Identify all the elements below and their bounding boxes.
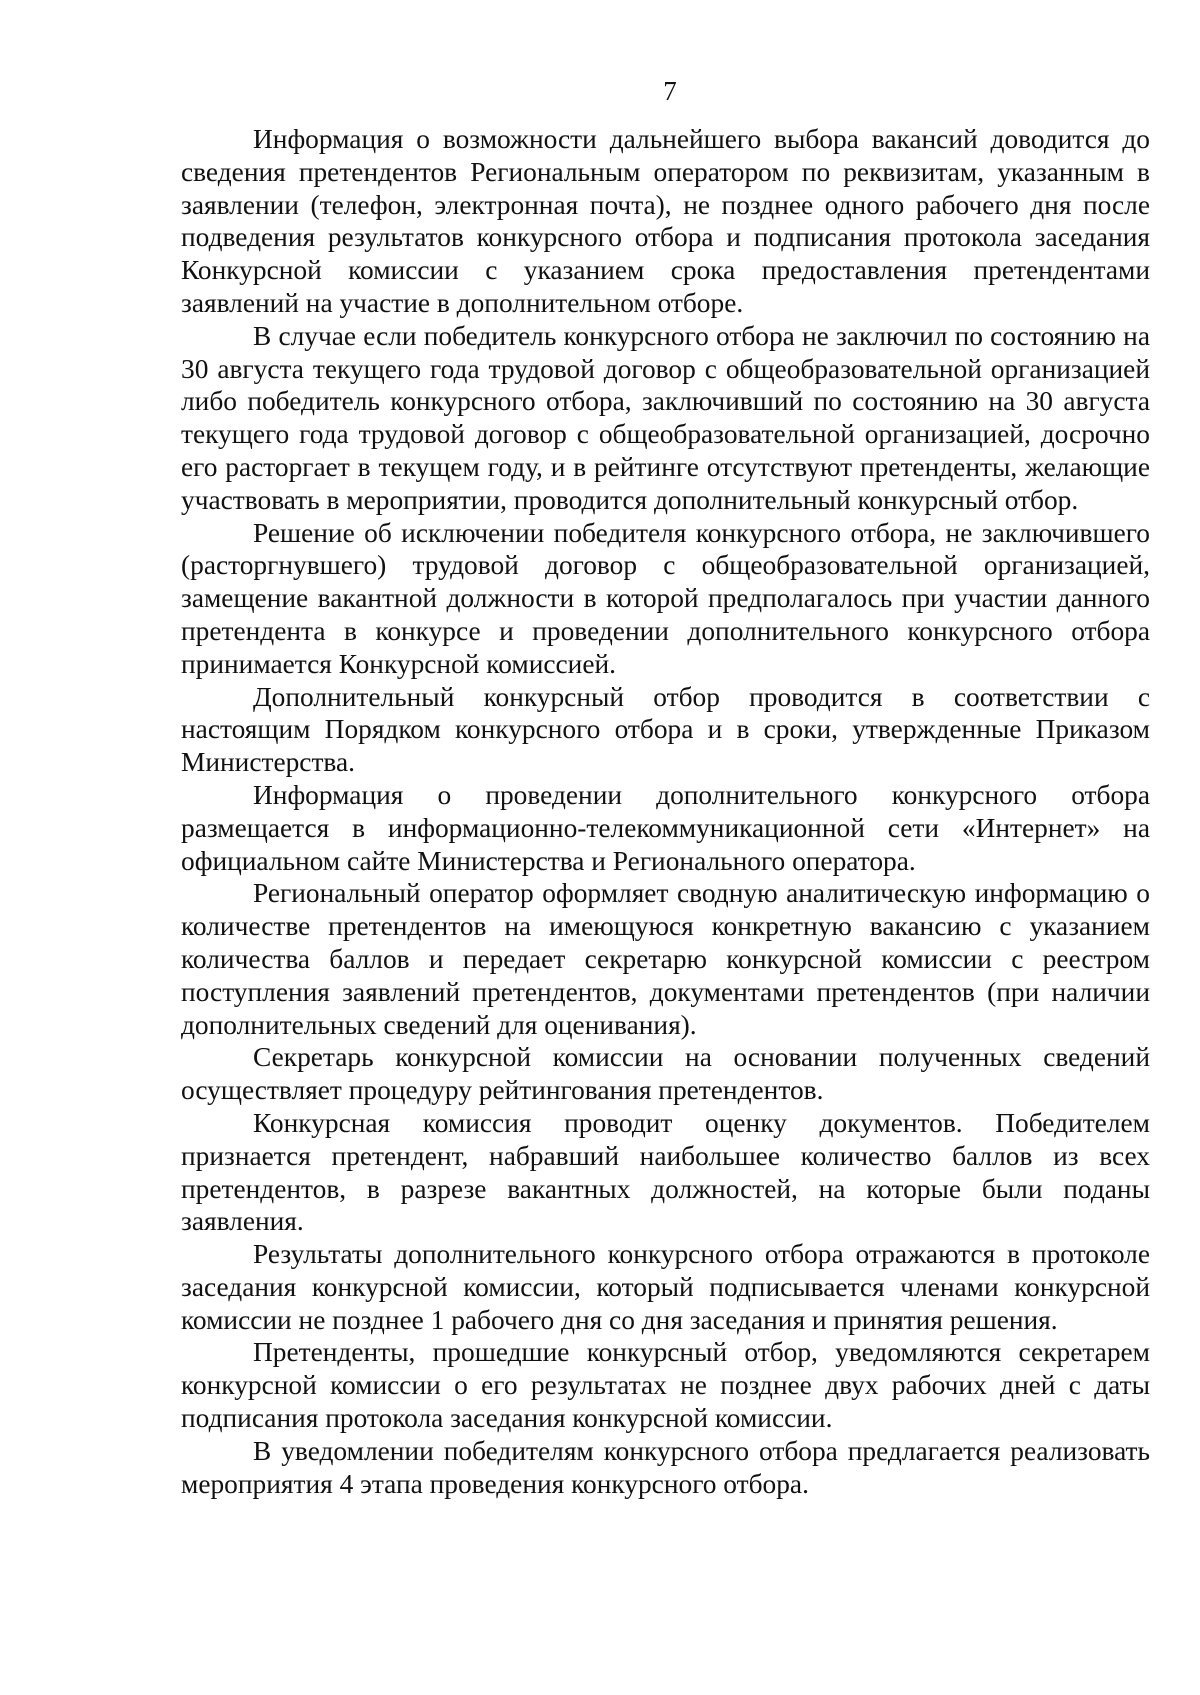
paragraph: Претенденты, прошедшие конкурсный отбор, уведомляются секретарем конкурсной комиссии о его результатах не позднее двух рабочих дней с даты подписания протокола заседания конкурсной комиссии. xyxy=(181,1337,1150,1434)
paragraph: Дополнительный конкурсный отбор проводится в соответствии с настоящим Порядком конкурсного отбора и в сроки, утвержденные Приказом Министерства. xyxy=(181,681,1150,778)
paragraph: В случае если победитель конкурсного отбора не заключил по состоянию на 30 августа текущего года трудовой договор с общеобразовательной организацией либо победитель конкурсного отбора, заключивший по состоянию на 30 августа текущего года трудовой договор с общеобразовательной организацией, досрочно его расторгает в текущем году, и в рейтинге отсутствуют претенденты, желающие участвовать в мероприятии, проводится дополнительный конкурсный отбор. xyxy=(181,320,1150,515)
paragraph: Информация о проведении дополнительного конкурсного отбора размещается в информационно-телекоммуникационной сети «Интернет» на официальном сайте Министерства и Регионального оператора. xyxy=(181,779,1150,876)
paragraph: В уведомлении победителям конкурсного отбора предлагается реализовать мероприятия 4 этапа проведения конкурсного отбора. xyxy=(181,1435,1150,1499)
paragraph: Результаты дополнительного конкурсного отбора отражаются в протоколе заседания конкурсной комиссии, который подписывается членами конкурсной комиссии не позднее 1 рабочего дня со дня заседания и принятия решения. xyxy=(181,1239,1150,1335)
paragraph: Решение об исключении победителя конкурсного отбора, не заключившего (расторгнувшего) трудовой договор с общеобразовательной организацией, замещение вакантной должности в которой предполагалось при участии данного претендента в конкурсе и проведении дополнительного конкурсного отбора принимается Конкурсной комиссией. xyxy=(181,517,1150,679)
paragraph: Региональный оператор оформляет сводную аналитическую информацию о количестве претендентов на имеющуюся конкретную вакансию с указанием количества баллов и передает секретарю конкурсной комиссии с реестром поступления заявлений претендентов, документами претендентов (при наличии дополнительных сведений для оценивания). xyxy=(181,878,1150,1040)
document-body xyxy=(181,123,1150,1500)
paragraph: Конкурсная комиссия проводит оценку документов. Победителем признается претендент, набравший наибольшее количество баллов из всех претендентов, в разрезе вакантных должностей, на которые были поданы заявления. xyxy=(181,1107,1150,1237)
paragraph: Секретарь конкурсной комиссии на основании полученных сведений осуществляет процедуру рейтингования претендентов. xyxy=(181,1042,1150,1106)
paragraph: Информация о возможности дальнейшего выбора вакансий доводится до сведения претендентов Региональным оператором по реквизитам, указанным в заявлении (телефон, электронная почта), не позднее одного рабочего дня после подведения результатов конкурсного отбора и подписания протокола заседания Конкурсной комиссии с указанием срока предоставления претендентами заявлений на участие в дополнительном отборе. xyxy=(181,124,1150,318)
page-number: 7 xyxy=(663,76,677,106)
